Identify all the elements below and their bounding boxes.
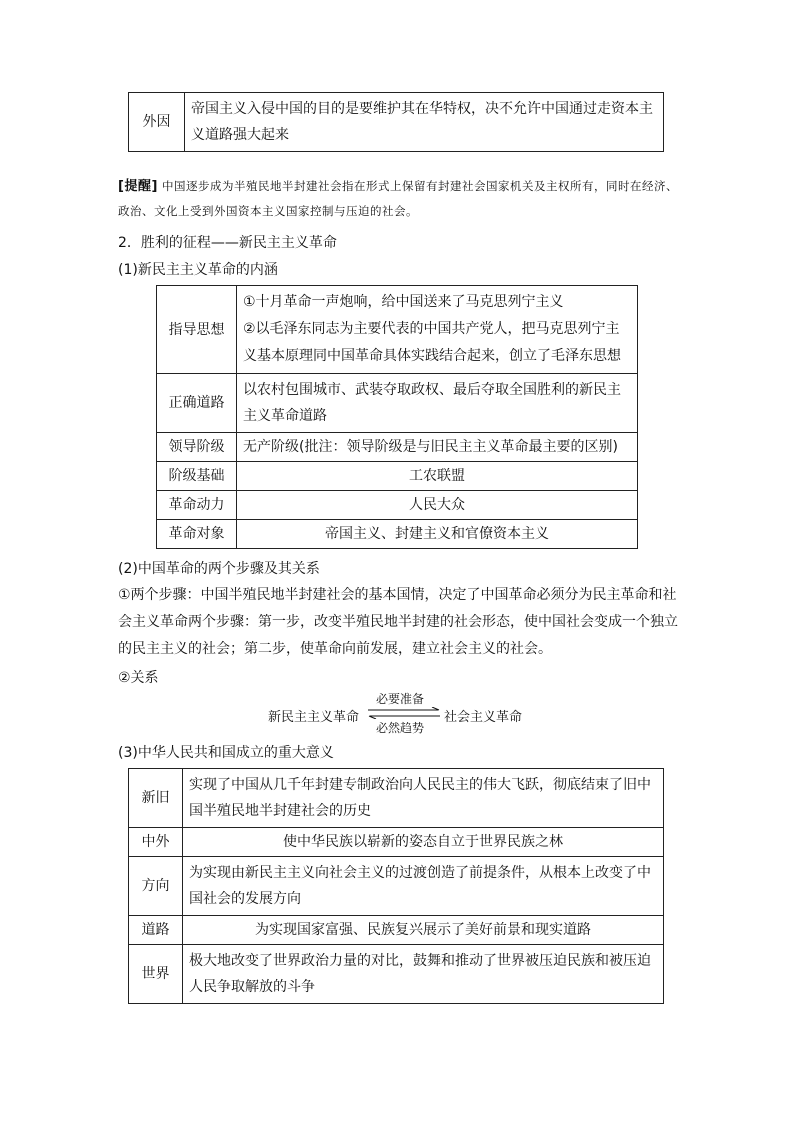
row-text: 极大地改变了世界政治力量的对比，鼓舞和推动了世界被压迫民族和被压迫人民争取解放的斗争 bbox=[183, 945, 664, 1004]
diagram-bottom-label: 必然趋势 bbox=[376, 721, 425, 735]
row-label: 阶级基础 bbox=[157, 462, 237, 491]
table-row bbox=[129, 916, 664, 945]
subsection-heading: (1)新民主主义革命的内涵 bbox=[118, 262, 278, 278]
tip-note bbox=[118, 174, 688, 223]
prc-significance-table bbox=[128, 768, 664, 1004]
table-row bbox=[157, 433, 638, 462]
row-text: 工农联盟 bbox=[237, 462, 638, 491]
row-text: 为实现国家富强、民族复兴展示了美好前景和现实道路 bbox=[183, 916, 664, 945]
row-text: 实现了中国从几千年封建专制政治向人民民主的伟大飞跃，彻底结束了旧中国半殖民地半封建社会的历史 bbox=[183, 769, 664, 828]
diagram-left-node: 新民主主义革命 bbox=[268, 710, 360, 725]
subsection-heading: (2)中国革命的两个步骤及其关系 bbox=[118, 561, 320, 577]
row-label: 道路 bbox=[129, 916, 183, 945]
table-row bbox=[157, 491, 638, 520]
row-label: 革命对象 bbox=[157, 520, 237, 549]
subsection-heading: (3)中华人民共和国成立的重大意义 bbox=[118, 745, 334, 761]
table-row bbox=[129, 945, 664, 1004]
tip-tag: [提醒] bbox=[118, 179, 158, 194]
row-label: 革命动力 bbox=[157, 491, 237, 520]
row-text: 人民大众 bbox=[237, 491, 638, 520]
row-label: 新旧 bbox=[129, 769, 183, 828]
external-cause-table bbox=[128, 92, 664, 152]
section-heading: 2．胜利的征程——新民主主义革命 bbox=[118, 235, 337, 251]
new-democratic-revolution-table bbox=[156, 285, 638, 549]
row-line: ②以毛泽东同志为主要代表的中国共产党人，把马克思列宁主义基本原理同中国革命具体实践结合起来，创立了毛泽东思想 bbox=[243, 321, 621, 364]
row-text bbox=[237, 286, 638, 374]
row-text: 为实现由新民主主义向社会主义的过渡创造了前提条件，从根本上改变了中国社会的发展方向 bbox=[183, 857, 664, 916]
table-row bbox=[157, 374, 638, 433]
table-row bbox=[157, 462, 638, 491]
diagram-right-node: 社会主义革命 bbox=[444, 710, 523, 725]
row-label: 指导思想 bbox=[157, 286, 237, 374]
row-label: 中外 bbox=[129, 828, 183, 857]
table-row bbox=[157, 520, 638, 549]
row-text: 使中华民族以崭新的姿态自立于世界民族之林 bbox=[183, 828, 664, 857]
table-row bbox=[157, 286, 638, 374]
row-line: ①十月革命一声炮响，给中国送来了马克思列宁主义 bbox=[243, 294, 564, 310]
relation-diagram bbox=[268, 690, 538, 736]
two-steps-paragraph: ①两个步骤：中国半殖民地半封建社会的基本国情，决定了中国革命必须分为民主革命和社会主义革命两个步骤：第一步，改变半殖民地半封建的社会形态，使中国社会变成一个独立的民主主义的社会；第二步，使革命向前发展，建立社会主义的社会。 bbox=[118, 587, 678, 657]
table-row bbox=[129, 769, 664, 828]
table-row bbox=[129, 93, 664, 152]
row-label: 世界 bbox=[129, 945, 183, 1004]
table-row bbox=[129, 828, 664, 857]
relation-heading: ②关系 bbox=[118, 670, 159, 686]
tip-text: 中国逐步成为半殖民地半封建社会指在形式上保留有封建社会国家机关及主权所有，同时在经济、政治、文化上受到外国资本主义国家控制与压迫的社会。 bbox=[118, 179, 679, 218]
row-text: 无产阶级(批注：领导阶级是与旧民主主义革命最主要的区别) bbox=[237, 433, 638, 462]
diagram-top-label: 必要准备 bbox=[376, 692, 425, 706]
row-text: 以农村包围城市、武装夺取政权、最后夺取全国胜利的新民主主义革命道路 bbox=[237, 374, 638, 433]
table-row bbox=[129, 857, 664, 916]
row-label: 领导阶级 bbox=[157, 433, 237, 462]
row-label: 方向 bbox=[129, 857, 183, 916]
row-label: 正确道路 bbox=[157, 374, 237, 433]
double-arrow-icon bbox=[366, 707, 442, 719]
row-label: 外因 bbox=[129, 93, 185, 152]
row-text: 帝国主义入侵中国的目的是要维护其在华特权，决不允许中国通过走资本主义道路强大起来 bbox=[185, 93, 664, 152]
row-text: 帝国主义、封建主义和官僚资本主义 bbox=[237, 520, 638, 549]
